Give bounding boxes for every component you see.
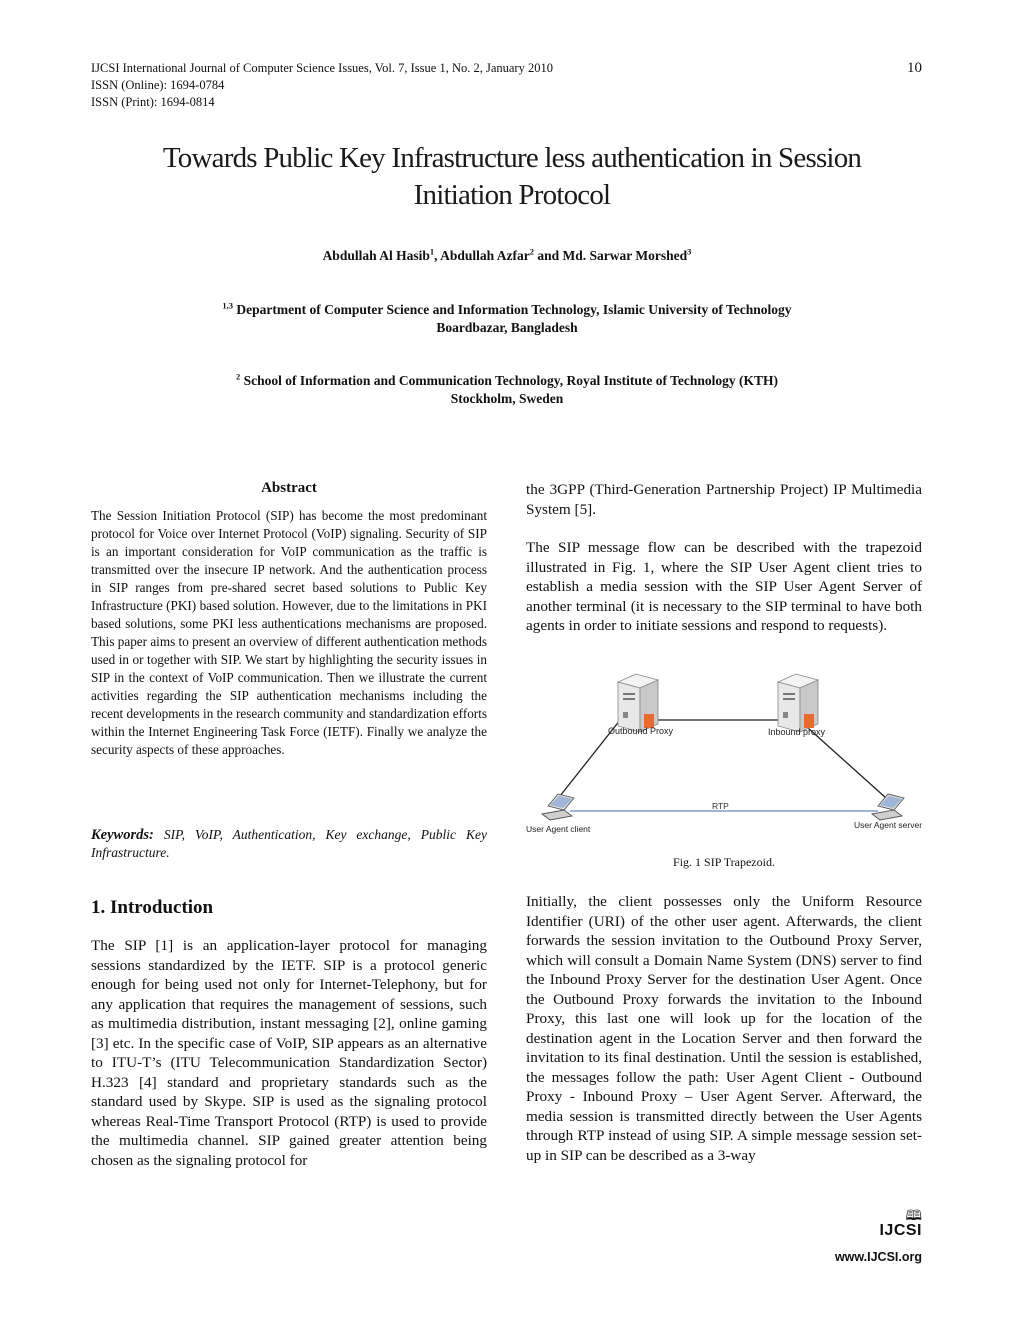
author-1: Abdullah Al Hasib [322,248,430,263]
affiliation-1-line-1: Department of Computer Science and Information Technology, Islamic University of Technology [233,302,792,317]
intro-heading: 1. Introduction [91,897,214,918]
affiliation-2-sup: 2 [235,371,241,382]
author-2: , Abdullah Azfar [434,248,530,263]
issn-print: ISSN (Print): 1694-0814 [91,95,215,109]
title-line-2: Initiation Protocol [413,179,611,211]
figure-caption: Fig. 1 SIP Trapezoid. [673,855,775,869]
abstract-text: The Session Initiation Protocol (SIP) has become the most predominant protocol for Voice over Internet Protocol (VoIP) signaling. Security of SIP is an important consideration for VoIP communication as the traffic is transmitted over the insecure IP network. And the authentication process in SIP ranges from pre-shared secret based solutions to Public Key Infrastructure (PKI) based solution. However, due to the limitations in PKI based solutions, some PKI less authentications mechanisms are proposed. This paper aims to present an overview of different authentication methods used in or together with SIP. We start by highlighting the security issues in SIP in the context of VoIP communication. Then we illustrate the current activities regarding the SIP authentication mechanisms including the recent developments in the research community and standardization efforts within the Internet Engineering Task Force (IETF). Finally we analyze the security aspects of these approaches. [91,508,487,757]
keywords [91,826,487,862]
client-label: User Agent client [526,824,591,834]
ijcsi-logo [840,1208,922,1240]
footer-url[interactable]: www.IJCSI.org [834,1250,922,1264]
author-3: and Md. Sarwar Morshed [534,248,688,263]
abstract-heading: Abstract [261,480,317,496]
server-label: User Agent server [854,820,923,830]
sip-trapezoid-diagram [522,668,926,840]
title-line-1: Towards Public Key Infrastructure less authentication in Session [162,142,862,174]
author-2-sup: 2 [529,246,535,257]
keywords-label: Keywords: [91,827,154,843]
inbound-proxy-label: Inbound proxy [768,727,826,737]
outbound-proxy-label: Outbound Proxy [608,726,674,736]
author-3-sup: 3 [687,246,692,257]
affiliation-2 [91,372,923,408]
inbound-proxy-server-icon [778,674,818,732]
logo-text: IJCSI [879,1222,922,1239]
server-laptop-icon [872,794,904,820]
keywords-text: SIP, VoIP, Authentication, Key exchange, Public Key Infrastructure. [91,827,487,860]
journal-name: IJCSI International Journal of Computer Science Issues, Vol. 7, Issue 1, No. 2, January 2010 [91,61,553,75]
right-paragraph-3: Initially, the client possesses only the Uniform Resource Identifier (URI) of the other user agent. Afterwards, the client forwards the session invitation to the Outbound Proxy Server, which will consult a Domain Name System (DNS) server to find the Inbound Proxy Server for the destination User Agent. Once the Outbound Proxy forwards the invitation to the Inbound Proxy, this last one will look up for the location of the destination agent in the Location Server and then forward the invitation to its final destination. Until the session is established, the messages follow the path: User Agent Client - Outbound Proxy - Inbound Proxy – User Agent Server. Afterward, the media session is transmitted directly between the User Agents through RTP instead of using SIP. A simple message session set-up in SIP can be described as a 3-way [526,893,922,1164]
author-list [91,247,923,265]
right-paragraph-1: the 3GPP (Third-Generation Partnership Project) IP Multimedia System [5]. [526,481,922,518]
page-number: 10 [907,60,922,76]
outbound-proxy-server-icon [618,674,658,732]
affiliation-1-sup: 1,3 [222,300,234,311]
affiliation-2-line-2: Stockholm, Sweden [450,391,564,406]
affiliation-1 [91,301,923,337]
rtp-label: RTP [712,801,729,811]
running-header [91,60,553,111]
issn-online: ISSN (Online): 1694-0784 [91,78,225,92]
affiliation-2-line-1: School of Information and Communication Technology, Royal Institute of Technology (KTH) [240,373,779,388]
sip-trapezoid-figure [522,668,926,845]
author-1-sup: 1 [429,246,435,257]
book-icon: 🕮 [905,1207,922,1223]
intro-text: The SIP [1] is an application-layer protocol for managing sessions standardized by the IETF. SIP is a protocol generic enough for being used not only for Internet-Telephony, but for any application that requires the management of sessions, such as multimedia distribution, instant messaging [2], online gaming [3] etc. In the specific case of VoIP, SIP appears as an alternative to ITU-T’s (ITU Telecommunication Standardization Sector) H.323 [4] standard and proprietary standards such as the standard used by Skype. SIP is used as the signaling protocol whereas Real-Time Transport Protocol (RTP) is used to provide the multimedia channel. SIP gained greater attention being chosen as the signaling protocol for [91,937,487,1169]
affiliation-1-line-2: Boardbazar, Bangladesh [436,320,578,335]
client-laptop-icon [542,794,574,820]
paper-title [60,140,964,214]
right-paragraph-2: The SIP message flow can be described with the trapezoid illustrated in Fig. 1, where the SIP User Agent client tries to establish a media session with the SIP User Agent Server of another terminal (it is necessary to the SIP terminal to have both agents in order to initiate sessions and respond to requests). [526,539,922,634]
